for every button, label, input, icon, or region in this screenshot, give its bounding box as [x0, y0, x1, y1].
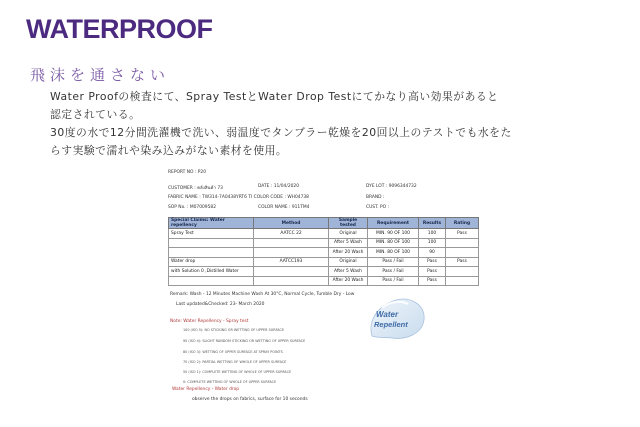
description [50, 88, 610, 160]
report-date: DATE : 11/04/2020 [258, 184, 299, 189]
cell-claim: Water drop [169, 257, 254, 267]
cell-claim: with Solution 0 ,Distilled Water [169, 267, 254, 277]
cell-requirement: Pass / Fail [368, 276, 419, 286]
cell-rating [446, 267, 479, 277]
brand-logo: WATERPROOF [26, 14, 213, 44]
col-header-results: Results [419, 218, 446, 229]
badge-title: Water [376, 310, 399, 319]
report-cust-po: CUST. PO : [366, 205, 389, 210]
water-repellent-badge [366, 296, 428, 340]
cell-sample: After 5 Wash [329, 267, 368, 277]
report-sop-no: SOP No. : M07009582 [168, 205, 216, 210]
col-header-method: Method [254, 218, 329, 229]
note-spray-title: Note: Water Repellency - Spray test [170, 319, 249, 324]
col-header-requirement: Requirement [368, 218, 419, 229]
col-header-rating: Rating [446, 218, 479, 229]
cell-method [254, 248, 329, 258]
cell-method: AATCC193 [254, 257, 329, 267]
cell-rating: Pass [446, 229, 479, 239]
cell-claim [169, 276, 254, 286]
cell-result: Pass [419, 257, 446, 267]
cell-sample: After 20 Wash [329, 248, 368, 258]
cell-requirement: MIN. 80 OF 100 [368, 248, 419, 258]
remark-updated: Last updated&Checked: 23- March 2020 [176, 302, 265, 307]
note-scale-line: 80 (ISO 3): WETTING OF UPPER SURFACE AT SPRAY POINTS [183, 350, 283, 354]
cell-rating [446, 238, 479, 248]
report-fabric-name: FABRIC NAME : TW314-7A0438YRT6 TI COLOR CODE : WH04738 [168, 195, 309, 200]
table-header-row [169, 218, 479, 229]
description-line: らす実験で濡れや染み込みがない素材を使用。 [50, 144, 288, 157]
table-row [169, 276, 479, 286]
cell-rating: Pass [446, 257, 479, 267]
cell-claim: Spray Test [169, 229, 254, 239]
note-scale-line: 90 (ISO 4): SLIGHT RANDOM STICKING OR WETTING OF UPPER SURFACE [183, 339, 306, 343]
note-scale-line: 70 (ISO 2): PARTIAL WETTING OF WHOLE OF UPPER SURFACE [183, 360, 287, 364]
table-row [169, 238, 479, 248]
cell-requirement: Pass / Fail [368, 257, 419, 267]
water-repellency-table [168, 217, 479, 286]
cell-requirement: Pass / Fail [368, 267, 419, 277]
cell-result: 100 [419, 229, 446, 239]
report-brand: BRAND : [366, 195, 385, 200]
cell-sample: After 5 Wash [329, 238, 368, 248]
note-drop-title: Water Repellency - Water drop [172, 387, 240, 392]
cell-result: 90 [419, 248, 446, 258]
cell-sample: Original [329, 257, 368, 267]
cell-result: 100 [419, 238, 446, 248]
cell-requirement: MIN. 80 OF 100 [368, 238, 419, 248]
report-customer: CUSTOMER : คลังสินค้า 73 [168, 186, 223, 191]
note-scale-line: 100 (ISO 5): NO STICKING OR WETTING OF UPPER SURFACE [183, 328, 284, 332]
cell-method [254, 276, 329, 286]
note-scale-line: 50 (ISO 1): COMPLETE WETTING OF WHOLE OF UPPER SURFACE [183, 370, 292, 374]
cell-result: Pass [419, 267, 446, 277]
cell-rating [446, 276, 479, 286]
table-row [169, 229, 479, 239]
report-color-name: COLOR NAME : 911TM4 [258, 205, 310, 210]
badge-subtitle: Repellent [374, 320, 408, 329]
report-no: REPORT NO : P20 [168, 170, 206, 175]
cell-method [254, 238, 329, 248]
cell-requirement: MIN. 90 OF 100 [368, 229, 419, 239]
description-line: 30度の水で12分間洗濯機で洗い、弱温度でタンブラー乾燥を20回以上のテストでも水をた [50, 126, 512, 139]
cell-rating [446, 248, 479, 258]
cell-sample: After 20 Wash [329, 276, 368, 286]
cell-claim [169, 238, 254, 248]
remark-line: Remark: Wash - 12 Minutes Machine Wash At 30°C, Normal Cycle, Tumble Dry - Low [170, 292, 355, 297]
cell-claim [169, 248, 254, 258]
section-subtitle: 飛沫を通さない [30, 66, 171, 84]
description-line: Water Proofの検査にて、Spray TestとWater Drop Testにてかなり高い効果があると [50, 90, 499, 103]
table-row [169, 248, 479, 258]
report-dye-lot: DYE LOT : 9096344732 [366, 184, 417, 189]
note-scale-line: 0: COMPLETE WETTING OF WHOLE OF UPPER SURFACE [183, 380, 277, 384]
cell-method [254, 267, 329, 277]
col-header-sample: Sample tested [329, 218, 368, 229]
note-drop-text: observe the drops on fabrics, surface for 10 seconds [192, 397, 308, 402]
table-row [169, 267, 479, 277]
description-line: 認定されている。 [50, 108, 141, 121]
cell-result: Pass [419, 276, 446, 286]
col-header-claim: Special Claims: Water repellency [169, 218, 254, 229]
cell-method: AATCC 22 [254, 229, 329, 239]
table-row [169, 257, 479, 267]
cell-sample: Original [329, 229, 368, 239]
